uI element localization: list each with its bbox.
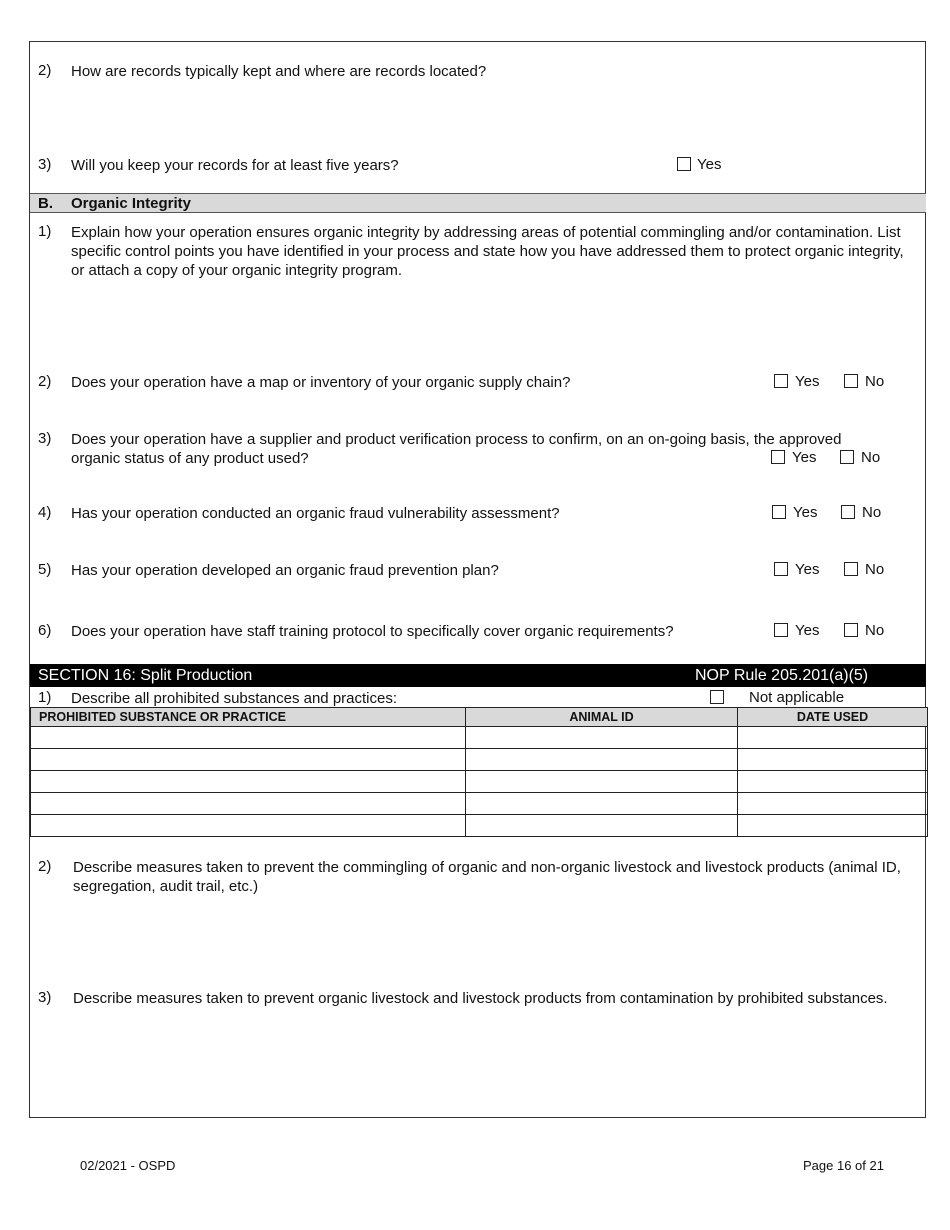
table-row: [31, 793, 928, 815]
yes-label: Yes: [793, 504, 818, 521]
animal-id-cell[interactable]: [466, 727, 738, 749]
form-version: 02/2021 - OSPD: [80, 1158, 176, 1173]
not-applicable-checkbox[interactable]: [710, 690, 724, 704]
section-title: Organic Integrity: [71, 195, 192, 212]
fraud-assessment-yes-checkbox[interactable]: [772, 505, 786, 519]
question-number: 2): [38, 858, 52, 875]
staff-training-question: Does your operation have staff training protocol to specifically cover organic requirements?: [71, 623, 674, 640]
table-row: [31, 727, 928, 749]
substance-cell[interactable]: [31, 727, 466, 749]
supply-chain-map-question: Does your operation have a map or inventory of your organic supply chain?: [71, 374, 571, 391]
fraud-assessment-question: Has your operation conducted an organic fraud vulnerability assessment?: [71, 505, 560, 522]
question-number: 1): [38, 689, 52, 706]
no-label: No: [862, 504, 882, 521]
organic-integrity-question: Explain how your operation ensures organic integrity by addressing areas of potential commingling and/or contamination. List specific control points you have identified in your process and state how you have addressed them to protect organic integrity, or attach a copy of your organic integrity program.: [71, 224, 904, 279]
commingling-question: Describe measures taken to prevent the commingling of organic and non-organic livestock and livestock products (animal ID, segregation, audit trail, etc.): [73, 859, 901, 895]
supplier-verification-question-line1: Does your operation have a supplier and product verification process to confirm, on an on-going basis, the approved: [71, 431, 842, 448]
table-row: [31, 815, 928, 837]
section-letter: B.: [38, 195, 53, 212]
fraud-plan-question: Has your operation developed an organic fraud prevention plan?: [71, 562, 499, 579]
animal-id-cell[interactable]: [466, 815, 738, 837]
yes-label: Yes: [795, 622, 820, 639]
date-used-cell[interactable]: [738, 815, 928, 837]
section-b-header: [30, 193, 926, 213]
substance-cell[interactable]: [31, 771, 466, 793]
staff-training-yes-checkbox[interactable]: [774, 623, 788, 637]
section-title: SECTION 16: Split Production: [38, 667, 253, 684]
question-number: 2): [38, 62, 52, 79]
contamination-question: Describe measures taken to prevent organic livestock and livestock products from contamination by prohibited substances.: [73, 990, 888, 1007]
question-number: 1): [38, 223, 52, 240]
column-header: PROHIBITED SUBSTANCE OR PRACTICE: [31, 708, 466, 727]
yes-label: Yes: [697, 156, 722, 173]
no-label: No: [865, 561, 885, 578]
yes-label: Yes: [795, 373, 820, 390]
question-number: 3): [38, 156, 52, 173]
section-16-header: [30, 664, 926, 687]
supplier-verification-no-checkbox[interactable]: [840, 450, 854, 464]
no-label: No: [865, 373, 885, 390]
question-number: 5): [38, 561, 52, 578]
prohibited-substances-table: [30, 707, 928, 837]
records-retention-question: Will you keep your records for at least five years?: [71, 157, 399, 174]
yes-label: Yes: [795, 561, 820, 578]
question-number: 3): [38, 430, 52, 447]
no-label: No: [861, 449, 881, 466]
table-header-row: [31, 708, 928, 727]
rule-reference: NOP Rule 205.201(a)(5): [695, 667, 869, 684]
column-header: ANIMAL ID: [466, 708, 738, 727]
question-number: 2): [38, 373, 52, 390]
supply-chain-map-yes-checkbox[interactable]: [774, 374, 788, 388]
animal-id-cell[interactable]: [466, 793, 738, 815]
substance-cell[interactable]: [31, 749, 466, 771]
date-used-cell[interactable]: [738, 749, 928, 771]
records-location-question: How are records typically kept and where are records located?: [71, 63, 487, 80]
question-number: 4): [38, 504, 52, 521]
supplier-verification-question-line2: organic status of any product used?: [71, 450, 309, 467]
question-number: 3): [38, 989, 52, 1006]
date-used-cell[interactable]: [738, 727, 928, 749]
fraud-plan-yes-checkbox[interactable]: [774, 562, 788, 576]
substance-cell[interactable]: [31, 793, 466, 815]
table-row: [31, 771, 928, 793]
prohibited-substances-question: Describe all prohibited substances and practices:: [71, 690, 398, 707]
not-applicable-label: Not applicable: [749, 689, 845, 706]
page-number: Page 16 of 21: [803, 1158, 884, 1173]
animal-id-cell[interactable]: [466, 771, 738, 793]
staff-training-no-checkbox[interactable]: [844, 623, 858, 637]
column-header: DATE USED: [738, 708, 928, 727]
supply-chain-map-no-checkbox[interactable]: [844, 374, 858, 388]
table-row: [31, 749, 928, 771]
yes-label: Yes: [792, 449, 817, 466]
no-label: No: [865, 622, 885, 639]
fraud-assessment-no-checkbox[interactable]: [841, 505, 855, 519]
substance-cell[interactable]: [31, 815, 466, 837]
records-retention-yes-checkbox[interactable]: [677, 157, 691, 171]
date-used-cell[interactable]: [738, 771, 928, 793]
supplier-verification-yes-checkbox[interactable]: [771, 450, 785, 464]
question-number: 6): [38, 622, 52, 639]
fraud-plan-no-checkbox[interactable]: [844, 562, 858, 576]
date-used-cell[interactable]: [738, 793, 928, 815]
animal-id-cell[interactable]: [466, 749, 738, 771]
